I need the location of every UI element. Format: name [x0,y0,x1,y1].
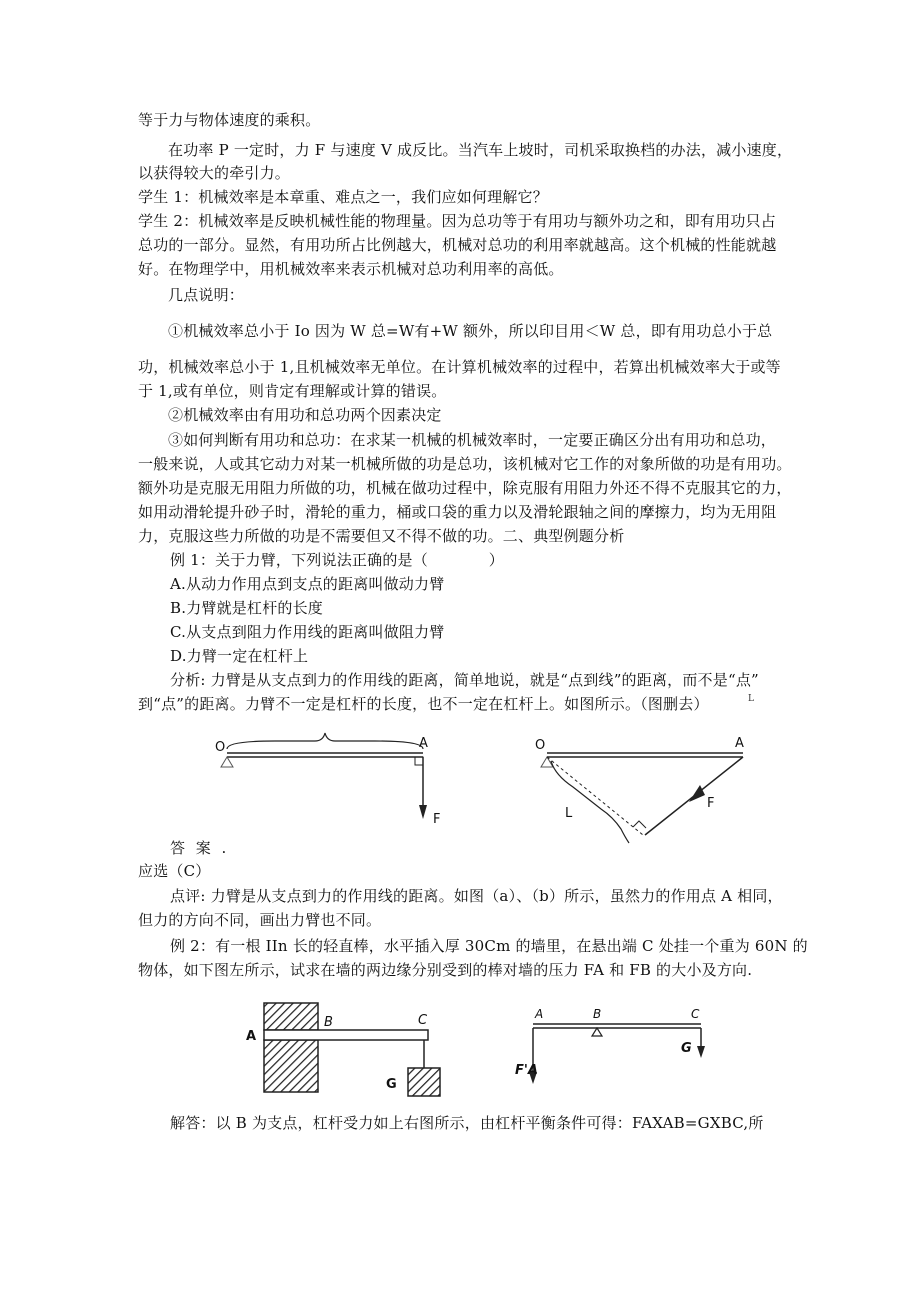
fulcrum-icon [221,757,233,767]
arm-brace-icon [551,761,629,843]
label-b: B [324,1015,333,1030]
arrow-head-icon [689,785,705,802]
paragraph-line: 在功率 P 一定时，力 F 与速度 V 成反比。当汽车上坡时，司机采取换档的办法，减小速度， [168,141,793,159]
answer-choice: 应选（C） [138,862,211,880]
paragraph-line: 一般来说，人或其它动力对某一机械所做的功是总功，该机械对它工作的对象所做的功是有用功。 [138,455,792,473]
paragraph-line: ①机械效率总小于 Io 因为 W 总=W有+W 额外，所以印目用＜W 总，即有用功总小于总 [168,322,773,340]
lever-diagram-b [525,725,775,855]
label-f: F [433,812,441,827]
solution-line: 解答：以 B 为支点，杠杆受力如上右图所示，由杠杆平衡条件可得：FAXAB=GXBC,所 [170,1114,764,1132]
rod [264,1030,428,1040]
label-f: F [707,796,715,811]
label-a: A [535,1007,544,1021]
example-question: 例 2：有一根 IIn 长的轻直棒，水平插入厚 30Cm 的墙里，在悬出端 C 处挂一个重为 60N 的 [170,937,808,955]
paragraph-line: ②机械效率由有用功和总功两个因素决定 [168,406,442,424]
paragraph-line: 力，克服这些力所做的功是不需要但又不得不做的功。二、典型例题分析 [138,527,625,545]
comment-line: 点评: 力臂是从支点到力的作用线的距离。如图（a）、（b）所示，虽然力的作用点 A 相同， [170,887,783,905]
right-angle-icon [415,757,423,765]
label-a: A [419,736,428,751]
right-angle-icon [633,821,646,828]
paragraph-line: 等于力与物体速度的乘积。 [138,111,321,129]
fulcrum-icon [592,1028,602,1036]
label-a: A [246,1029,257,1044]
paragraph-line: 学生 2：机械效率是反映机械性能的物理量。因为总功等于有用功与额外功之和，即有用功只占 [138,212,776,230]
margin-mark: L [748,694,754,704]
paragraph-line: 总功的一部分。显然，有用功所占比例越大，机械对总功的利用率就越高。这个机械的性能就越 [138,236,777,254]
example-question: 例 1：关于力臂，下列说法正确的是（ ） [170,551,504,569]
analysis-line: 分析: 力臂是从支点到力的作用线的距离，简单地说，就是“点到线”的距离，而不是“点” [170,671,759,689]
analysis-line: 到“点”的距离。力臂不一定是杠杆的长度，也不一定在杠杆上。如图所示。（图删去） [138,695,709,713]
wall-bottom [264,1040,318,1092]
paragraph-line: ③如何判断有用功和总功：在求某一机械的机械效率时，一定要正确区分出有用功和总功， [168,431,777,449]
paragraph-line: 好。在物理学中，用机械效率来表示机械对总功利用率的高低。 [138,260,564,278]
label-o: O [215,740,226,755]
paragraph-line: 功，机械效率总小于 1,且机械效率无单位。在计算机械效率的过程中，若算出机械效率大于或等 [138,358,781,376]
option-c: C.从支点到阻力作用线的距离叫做阻力臂 [170,623,445,641]
label-l: L [565,806,573,821]
lever-diagram-a [205,725,465,830]
example-question: 物体，如下图左所示，试求在墙的两边缘分别受到的棒对墙的压力 FA 和 FB 的大小及方向. [138,961,753,979]
option-b: B.力臂就是杠杆的长度 [170,599,323,617]
comment-line: 但力的方向不同，画出力臂也不同。 [138,911,382,929]
rod-force-diagram [515,1000,725,1090]
wall-rod-diagram [238,998,458,1098]
label-g: G [386,1077,397,1092]
answer-label: 答 案 . [170,839,230,857]
paragraph-line: 额外功是克服无用阻力所做的功，机械在做功过程中，除克服有用阻力外还不得不克服其它的力， [138,479,792,497]
section-heading: 几点说明： [168,286,245,304]
label-c: C [418,1013,428,1028]
weight-block [408,1068,440,1096]
arrow-head-icon [697,1046,705,1058]
label-c: C [691,1007,700,1021]
arrow-head-icon [419,805,427,819]
label-g: G [681,1041,692,1056]
lever-arm-line [547,757,643,835]
wall-top [264,1003,318,1030]
label-b: B [593,1007,602,1021]
paragraph-line: 于 1,或有单位，则肯定有理解或计算的错误。 [138,382,447,400]
label-fa: F'A [515,1063,538,1078]
label-o: O [535,738,546,753]
paragraph-line: 如用动滑轮提升砂子时，滑轮的重力，桶或口袋的重力以及滑轮跟轴之间的摩擦力，均为无用阻 [138,503,777,521]
option-a: A.从动力作用点到支点的距离叫做动力臂 [170,575,445,593]
brace-icon [227,733,423,749]
label-a: A [735,736,744,751]
option-d: D.力臂一定在杠杆上 [170,647,309,665]
paragraph-line: 以获得较大的牵引力。 [138,164,291,182]
paragraph-line: 学生 1：机械效率是本章重、难点之一，我们应如何理解它？ [138,188,548,206]
